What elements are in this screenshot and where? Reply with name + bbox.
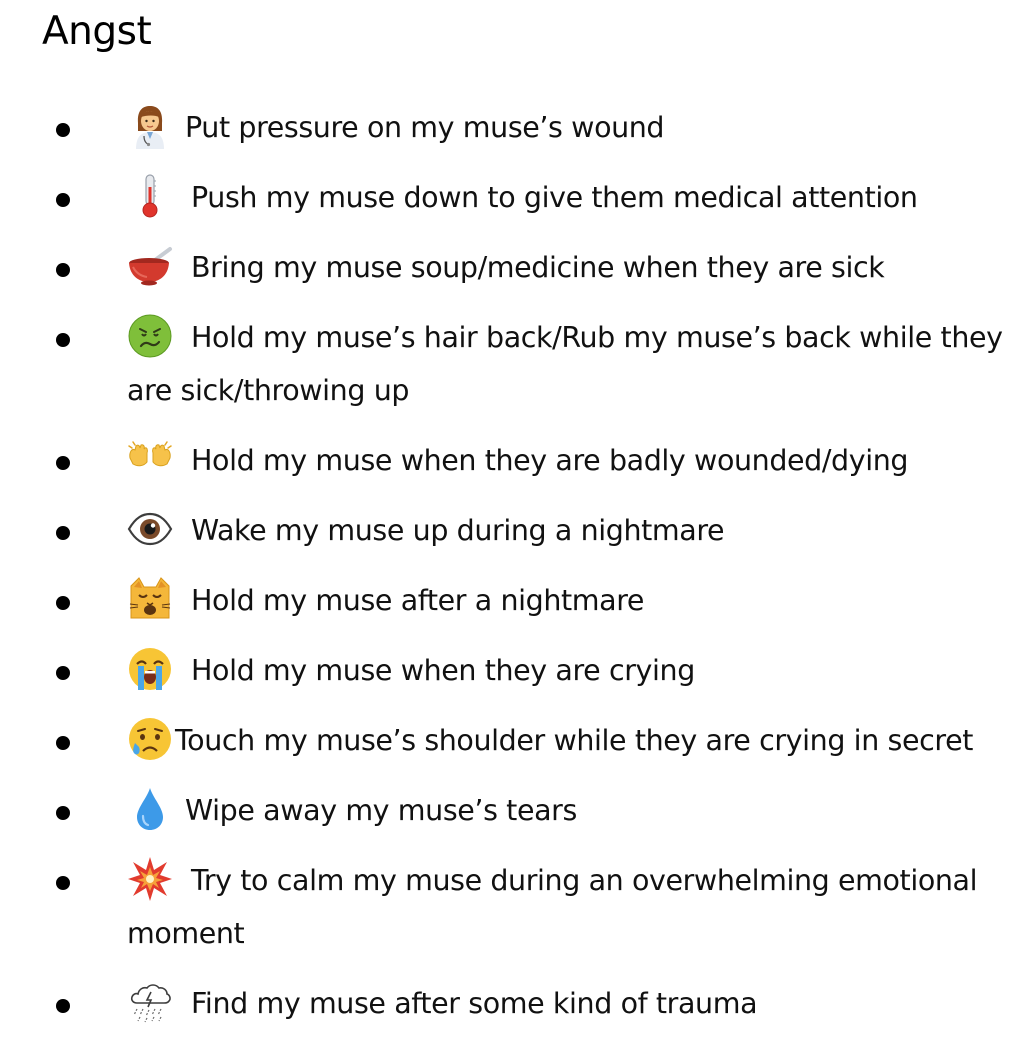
list-item <box>0 171 1033 224</box>
list-item <box>0 434 1033 487</box>
bullet <box>56 876 70 890</box>
weary-cat-icon <box>127 576 173 622</box>
list-item <box>0 854 1033 960</box>
list-item <box>0 504 1033 557</box>
item-text: Hold my muse after a nightmare <box>191 584 645 617</box>
list-item <box>0 241 1033 294</box>
list-item <box>0 714 1033 767</box>
list-item <box>0 644 1033 697</box>
bullet <box>56 333 70 347</box>
bullet <box>56 596 70 610</box>
collision-icon <box>127 856 173 902</box>
item-text: Hold my muse when they are badly wounded/dying <box>191 444 909 477</box>
open-hands-icon <box>127 436 173 482</box>
item-text: Hold my muse’s hair back/Rub my muse’s back while they are sick/throwing up <box>127 321 1003 407</box>
item-text: Hold my muse when they are crying <box>191 654 695 687</box>
item-text: Wake my muse up during a nightmare <box>191 514 725 547</box>
angst-list <box>0 101 1033 1047</box>
item-text: Find my muse after some kind of trauma <box>191 987 758 1020</box>
bullet <box>56 263 70 277</box>
bullet <box>56 666 70 680</box>
loudly-crying-face-icon <box>127 646 173 692</box>
item-text: Wipe away my muse’s tears <box>185 794 577 827</box>
bullet <box>56 526 70 540</box>
bullet <box>56 736 70 750</box>
item-text: Try to calm my muse during an overwhelming emotional moment <box>127 864 978 950</box>
bullet <box>56 999 70 1013</box>
list-item <box>0 574 1033 627</box>
storm-cloud-icon <box>127 979 173 1025</box>
list-item <box>0 784 1033 837</box>
bullet <box>56 806 70 820</box>
page-title: Angst <box>42 9 152 54</box>
bullet <box>56 193 70 207</box>
bullet <box>56 456 70 470</box>
nauseated-face-icon <box>127 313 173 359</box>
eye-icon <box>127 506 173 552</box>
soup-bowl-icon <box>127 243 173 289</box>
list-item <box>0 311 1033 417</box>
item-text: Bring my muse soup/medicine when they are sick <box>191 251 885 284</box>
thermometer-icon <box>127 173 173 219</box>
droplet-icon <box>127 786 173 832</box>
item-text: Touch my muse’s shoulder while they are crying in secret <box>175 724 973 757</box>
item-text: Push my muse down to give them medical attention <box>191 181 918 214</box>
crying-face-icon <box>127 716 173 762</box>
list-item <box>0 977 1033 1030</box>
list-item <box>0 101 1033 154</box>
item-text: Put pressure on my muse’s wound <box>185 111 665 144</box>
health-worker-icon <box>127 103 173 149</box>
bullet <box>56 123 70 137</box>
